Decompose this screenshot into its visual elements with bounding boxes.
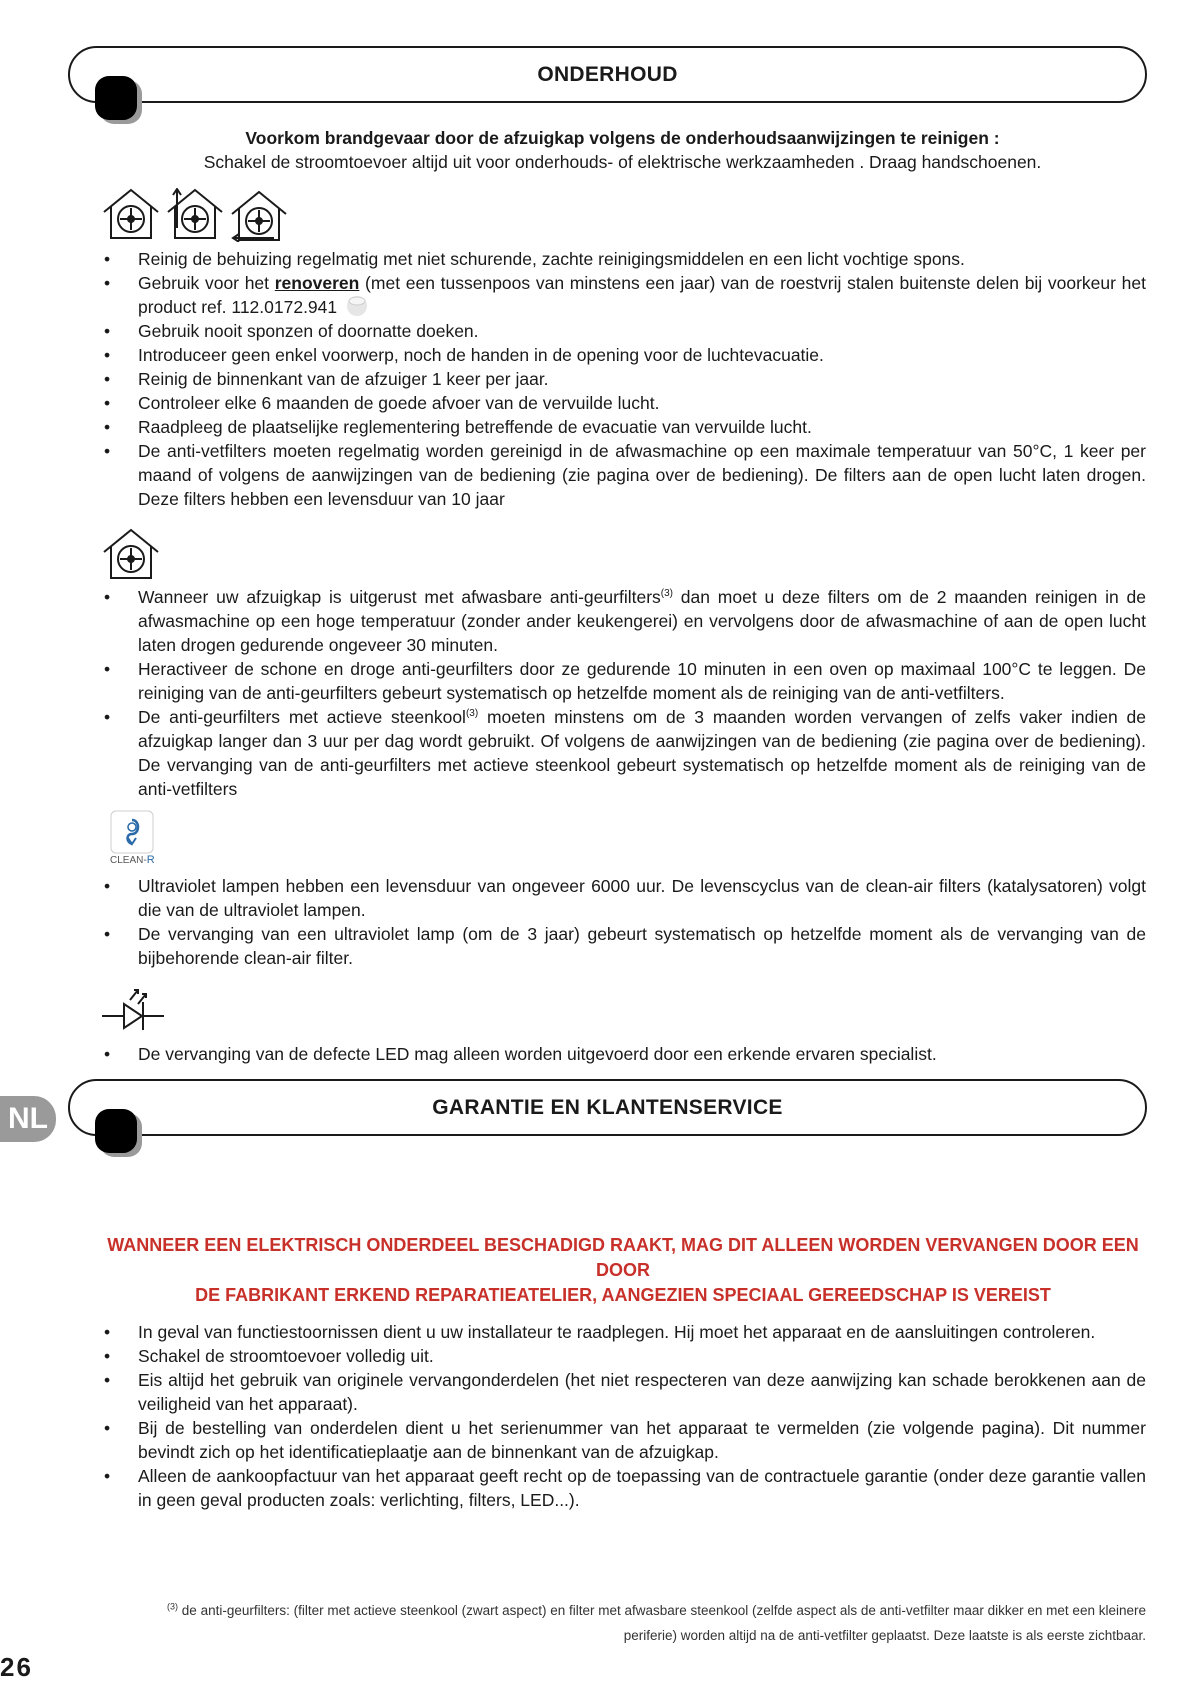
warranty-header	[68, 1079, 1147, 1136]
house-fan-icon	[102, 528, 162, 582]
language-tab: NL	[0, 1096, 56, 1142]
list-item: • Eis altijd het gebruik van originele vervangonderdelen (het niet respecteren van deze aanwijzing kan schade berokkenen aan de veiligheid van het apparaat).	[104, 1370, 1146, 1414]
footnote: $^{(3)}$ de anti-geurfilters: (filter met actieve steenkool (zwart aspect) en filter met afwasbare steenkool (zelfde aspect als de anti-vetfilter maar dikker en met een kleinere periferie) worden altijd na de anti-vetfilter geplaatst. Deze laatste is als eerste zichtbaar.	[167, 1601, 1146, 1643]
maintenance-list-3	[0, 874, 1146, 970]
list-item: • Bij de bestelling van onderdelen dient u het serienummer van het apparaat te vermelden (zie volgende pagina). Dit nummer bevindt zich op het identificatieplaatje aan de binnenkant van de afzuigkap.	[104, 1418, 1146, 1462]
list-item: • De anti-vetfilters moeten regelmatig worden gereinigd in de afwasmachine op een maximale temperatuur van 50°C, 1 keer per maand of volgens de aanwijzingen van de bediening (zie pagina over de bediening). De filters aan de open lucht laten drogen. Deze filters hebben een levensduur van 10 jaar	[104, 441, 1146, 509]
hood-fan-icons	[102, 188, 292, 242]
header-marker	[95, 1109, 137, 1153]
maintenance-list-2	[0, 585, 1146, 801]
header-marker	[95, 76, 137, 120]
house-fan-up-icon	[168, 189, 222, 238]
list-item: • Wanneer uw afzuigkap is uitgerust met afwasbare anti-geurfilters$^{(3)}$ dan moet u deze filters om de 2 maanden reinigen in de afwasmachine op een hoge temperatuur (zonder ander keukengerei) en vervolgens door de afwasmachine of aan de open lucht laten drogen gedurende ongeveer 30 minuten.	[104, 587, 1146, 655]
house-fan-side-icon	[232, 192, 286, 242]
list-item: • Controleer elke 6 maanden de goede afvoer van de vervuilde lucht.	[104, 393, 660, 413]
list-item: • Schakel de stroomtoevoer volledig uit.	[104, 1346, 434, 1366]
list-item: • De anti-geurfilters met actieve steenkool$^{(3)}$ moeten minstens om de 3 maanden worden vervangen of zelfs vaker indien de afzuigkap langer dan 3 uur per dag wordt gebruikt. Of volgens de aanwijzingen van de bediening (zie pagina over de bediening). De vervanging van de anti-geurfilters met actieve steenkool gebeurt systematisch op hetzelfde moment als de reiniging van de anti-vetfilters	[104, 707, 1147, 799]
warranty-list	[0, 1320, 1146, 1512]
list-item: • Introduceer geen enkel voorwerp, noch de handen in de opening voor de luchtevacuatie.	[104, 345, 824, 365]
list-item: • Heractiveer de schone en droge anti-geurfilters door ze gedurende 10 minuten in een oven op maximaal 100°C te leggen. De reiniging van de anti-geurfilters gebeurt systematisch op hetzelfde moment als de reiniging van de anti-vetfilters.	[104, 659, 1146, 703]
led-diode-icon	[100, 986, 166, 1030]
maintenance-intro-bold: Voorkom brandgevaar door de afzuigkap volgens de onderhoudsaanwijzingen te reinigen :	[245, 128, 1000, 148]
list-item: • Ultraviolet lampen hebben een levensduur van ongeveer 6000 uur. De levenscyclus van de clean-air filters (katalysatoren) volgt die van de ultraviolet lampen.	[104, 876, 1146, 920]
maintenance-header	[68, 46, 1147, 103]
list-item: • Raadpleeg de plaatselijke reglementering betreffende de evacuatie van vervuilde lucht.	[104, 417, 812, 437]
list-item: • De vervanging van een ultraviolet lamp (om de 3 jaar) gebeurt systematisch op hetzelfde moment als de vervanging van de bijbehorende clean-air filter.	[104, 924, 1146, 968]
list-item: • Alleen de aankoopfactuur van het apparaat geeft recht op de toepassing van de contractuele garantie (onder deze garantie vallen in geen geval producten zoals: verlichting, filters, LED...).	[104, 1466, 1146, 1510]
maintenance-list-1	[0, 247, 1146, 511]
cleaner-product-icon	[346, 295, 368, 317]
clean-r-icon	[110, 810, 154, 854]
list-item: • In geval van functiestoornissen dient u uw installateur te raadplegen. Hij moet het apparaat en de aansluitingen controleren.	[104, 1322, 1096, 1342]
list-item: • De vervanging van de defecte LED mag alleen worden uitgevoerd door een erkende ervaren specialist.	[104, 1044, 937, 1064]
maintenance-intro-text: Schakel de stroomtoevoer altijd uit voor onderhouds- of elektrische werkzaamheden . Draag handschoenen.	[203, 152, 1042, 172]
list-item: • Reinig de binnenkant van de afzuiger 1 keer per jaar.	[104, 369, 549, 389]
house-fan-icon	[104, 190, 158, 238]
clean-r-label: CLEAN-R	[110, 854, 155, 866]
electrical-warning: WANNEER EEN ELEKTRISCH ONDERDEEL BESCHADIGD RAAKT, MAG DIT ALLEEN WORDEN VERVANGEN DOOR EEN DOOR DE FABRIKANT ERKEND REPARATIEATELIER, AANGEZIEN SPECIAAL GEREEDSCHAP IS VEREIST	[107, 1235, 1139, 1305]
page-number: 26	[0, 1652, 33, 1682]
maintenance-title: ONDERHOUD	[537, 63, 678, 86]
list-item: • Gebruik voor het renoveren (met een tussenpoos van minstens een jaar) van de roestvrij stalen buitenste delen bij voorkeur het product ref. 112.0172.941	[104, 273, 1146, 317]
list-item: • Gebruik nooit sponzen of doornatte doeken.	[104, 321, 479, 341]
warranty-title: GARANTIE EN KLANTENSERVICE	[432, 1096, 783, 1119]
maintenance-list-4	[0, 1042, 1146, 1066]
list-item: • Reinig de behuizing regelmatig met niet schurende, zachte reinigingsmiddelen en een licht vochtige spons.	[104, 249, 965, 269]
